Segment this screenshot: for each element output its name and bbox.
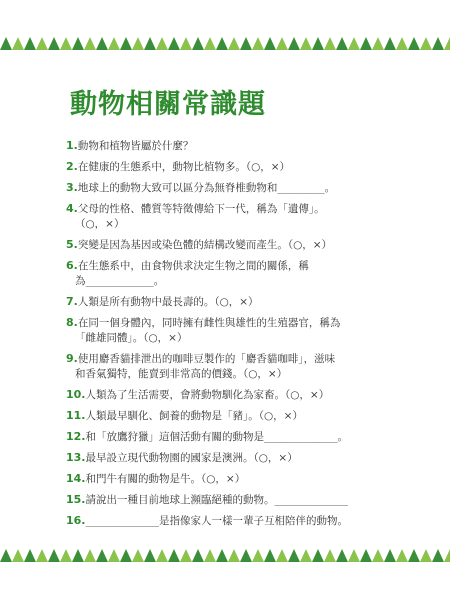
border-triangle — [84, 37, 96, 50]
border-triangle — [336, 37, 348, 50]
border-triangle — [372, 549, 384, 562]
border-triangle — [324, 37, 336, 50]
border-triangle — [84, 549, 96, 562]
question-item — [66, 201, 396, 232]
question-item — [66, 351, 396, 382]
border-triangle — [204, 37, 216, 50]
border-triangle — [72, 37, 84, 50]
border-triangle — [192, 549, 204, 562]
border-triangle — [300, 549, 312, 562]
border-triangle — [252, 549, 264, 562]
question-number: 15. — [66, 493, 86, 506]
border-triangle — [312, 549, 324, 562]
border-triangle — [24, 549, 36, 562]
question-number: 8. — [66, 316, 78, 329]
border-triangle — [312, 37, 324, 50]
question-text: 和門牛有關的動物是牛。（○，×） — [85, 473, 246, 485]
border-triangle — [408, 549, 420, 562]
question-number: 6. — [66, 259, 78, 272]
border-triangle — [276, 37, 288, 50]
question-number: 10. — [66, 388, 86, 401]
border-triangle — [264, 37, 276, 50]
border-triangle — [180, 549, 192, 562]
question-item — [66, 258, 396, 289]
question-text: 在同一個身體內，同時擁有雌性與雄性的生殖器官，稱為 — [77, 317, 341, 329]
question-text: 人類是所有動物中最長壽的。（○，×） — [77, 296, 259, 308]
border-triangle — [288, 37, 300, 50]
question-item — [66, 450, 396, 466]
border-triangle — [228, 549, 240, 562]
border-triangle — [108, 37, 120, 50]
question-text: 在生態系中，由食物供求決定生物之間的關係，稱 — [77, 260, 309, 272]
border-triangle — [60, 37, 72, 50]
border-triangle — [324, 549, 336, 562]
border-triangle — [132, 37, 144, 50]
border-triangle — [384, 37, 396, 50]
question-item — [66, 237, 396, 253]
border-triangle — [432, 549, 444, 562]
border-triangle — [36, 37, 48, 50]
border-triangle — [96, 549, 108, 562]
question-item — [66, 492, 396, 508]
question-item — [66, 159, 396, 175]
border-triangle — [228, 37, 240, 50]
border-triangle — [144, 37, 156, 50]
question-text: 最早設立現代動物園的國家是澳洲。（○，×） — [85, 452, 298, 464]
border-triangle — [300, 37, 312, 50]
border-triangle — [192, 37, 204, 50]
border-triangle — [372, 37, 384, 50]
border-triangle — [396, 549, 408, 562]
border-triangle — [0, 549, 12, 562]
border-triangle — [264, 549, 276, 562]
question-text-continued: 和香氣獨特，能賣到非常高的價錢。（○，×） — [75, 368, 288, 380]
border-triangle — [360, 549, 372, 562]
border-triangle — [48, 37, 60, 50]
border-triangle — [48, 549, 60, 562]
border-triangle — [0, 37, 12, 50]
border-triangle — [444, 549, 450, 562]
question-text: 人類為了生活需要，會將動物馴化為家畜。（○，×） — [85, 389, 330, 401]
border-triangle — [348, 37, 360, 50]
question-number: 12. — [66, 430, 86, 443]
border-triangle — [240, 549, 252, 562]
border-triangle — [240, 37, 252, 50]
border-triangle — [204, 549, 216, 562]
question-item — [66, 471, 396, 487]
question-number: 11. — [66, 409, 86, 422]
question-text: 請說出一種目前地球上瀕臨絕種的動物。______________ — [85, 494, 348, 506]
border-triangle — [288, 549, 300, 562]
question-item — [66, 513, 396, 529]
border-triangle — [120, 37, 132, 50]
question-number: 3. — [66, 181, 78, 194]
border-triangle — [420, 37, 432, 50]
border-triangle — [156, 37, 168, 50]
border-triangle — [180, 37, 192, 50]
question-number: 16. — [66, 514, 86, 527]
question-text: ______________是指像家人一樣一輩子互相陪伴的動物。 — [85, 515, 348, 527]
question-item — [66, 429, 396, 445]
border-triangle — [168, 549, 180, 562]
question-text: 父母的性格、體質等特徵傳給下一代，稱為「遺傳」。 — [77, 203, 325, 215]
triangle-border-pattern — [0, 548, 450, 564]
border-triangle — [120, 549, 132, 562]
question-item — [66, 315, 396, 346]
border-triangle — [12, 549, 24, 562]
border-triangle — [36, 549, 48, 562]
border-triangle — [12, 37, 24, 50]
border-triangle — [360, 37, 372, 50]
border-triangle — [384, 549, 396, 562]
question-number: 7. — [66, 295, 78, 308]
question-number: 1. — [66, 139, 78, 152]
border-triangle — [96, 37, 108, 50]
question-number: 13. — [66, 451, 86, 464]
question-text: 使用麝香貓排泄出的咖啡豆製作的「麝香貓咖啡」，滋味 — [77, 353, 336, 365]
border-triangle — [108, 549, 120, 562]
question-text-continued: （○，×） — [75, 218, 125, 230]
border-triangle — [132, 549, 144, 562]
question-item — [66, 387, 396, 403]
question-text-continued: 為_____________。 — [75, 275, 165, 287]
bottom-triangle-border — [0, 548, 450, 564]
border-triangle — [420, 549, 432, 562]
border-triangle — [336, 549, 348, 562]
question-number: 4. — [66, 202, 78, 215]
border-triangle — [252, 37, 264, 50]
page-title: 動物相關常識題 — [70, 89, 266, 120]
triangle-border-pattern — [0, 36, 450, 52]
border-triangle — [72, 549, 84, 562]
border-triangle — [444, 37, 450, 50]
question-item — [66, 408, 396, 424]
question-text: 突變是因為基因或染色體的結構改變而產生。（○，×） — [77, 239, 333, 251]
question-text: 動物和植物皆屬於什麼？ — [77, 140, 194, 152]
border-triangle — [348, 549, 360, 562]
question-number: 14. — [66, 472, 86, 485]
border-triangle — [276, 549, 288, 562]
question-text-continued: 「雌雄同體」。（○，×） — [75, 332, 188, 344]
question-number: 5. — [66, 238, 78, 251]
border-triangle — [216, 37, 228, 50]
question-item — [66, 294, 396, 310]
border-triangle — [432, 37, 444, 50]
question-text: 在健康的生態系中，動物比植物多。（○，×） — [77, 161, 291, 173]
border-triangle — [408, 37, 420, 50]
border-triangle — [396, 37, 408, 50]
top-triangle-border — [0, 36, 450, 52]
border-triangle — [60, 549, 72, 562]
border-triangle — [156, 549, 168, 562]
question-number: 2. — [66, 160, 78, 173]
border-triangle — [216, 549, 228, 562]
question-text: 地球上的動物大致可以區分為無脊椎動物和_________。 — [77, 182, 336, 194]
question-list — [66, 138, 396, 534]
question-text: 人類最早馴化、飼養的動物是「豬」。（○，×） — [85, 410, 303, 422]
question-number: 9. — [66, 352, 78, 365]
question-text: 和「放鷹狩獵」這個活動有關的動物是______________。 — [85, 431, 348, 443]
border-triangle — [144, 549, 156, 562]
border-triangle — [24, 37, 36, 50]
border-triangle — [168, 37, 180, 50]
question-item — [66, 180, 396, 196]
question-item — [66, 138, 396, 154]
